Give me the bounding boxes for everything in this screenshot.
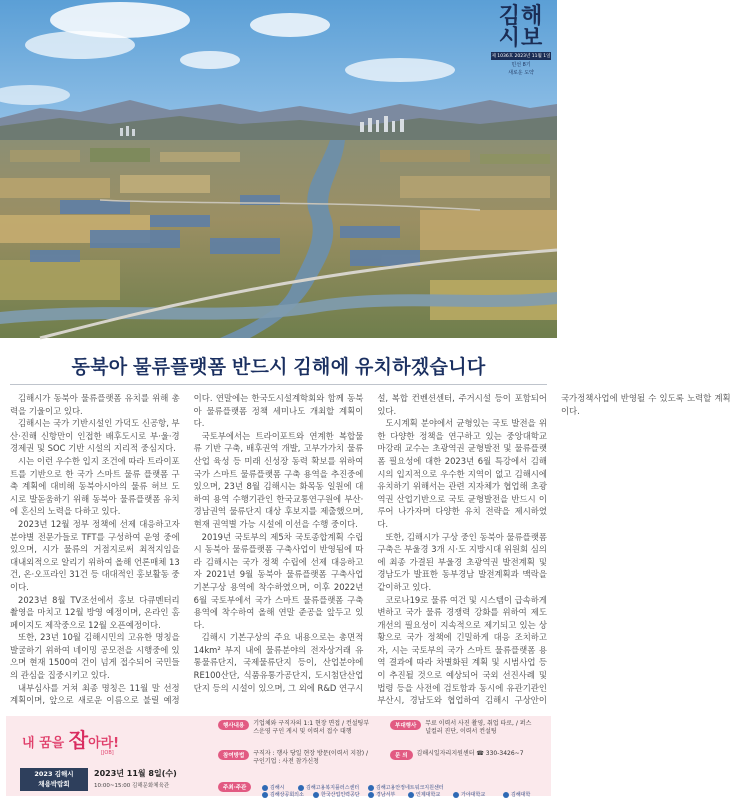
org-logo <box>298 784 359 791</box>
ad-row-inquiry <box>390 750 524 760</box>
article-paragraph: 또한, 김해시가 구상 중인 동북아 물류플랫폼 구축은 부울경 3개 시·도 지방시대 위원회 심의에 최종 가결된 부울경 초광역권 발전계획 및 경남도가 발표한 동부경남 발전계획과 맥락을 같이하고 있다. <box>377 531 547 592</box>
article-paragraph: 김해시가 동북아 물류플랫폼 유치를 위해 총력을 기울이고 있다. <box>10 393 180 416</box>
article-paragraph: 김해시 기본구상의 주요 내용으로는 총면적 14km² 부지 내에 물류분야의 전자상거래 유통물류단지, 국제물류단지 등이, 산업분야에 RE100산단, 식품유통가공단지, 도시첨단산업단지 등의 시설이 있으며, 그 외에 R&D 연구시설, 복합 컨벤션센터, 주거시설 등이 포함되어 있다. <box>193 393 547 693</box>
org-name: 한국산업인력공단 <box>321 792 360 798</box>
org-logo <box>262 791 304 798</box>
masthead <box>491 6 551 76</box>
ad-row-side-event <box>390 720 535 736</box>
org-name: 김해고용안정네트워크지원센터 <box>376 785 444 791</box>
ad-time-place: 10:00~15:00 김해문화체육관 <box>94 783 170 789</box>
article-paragraph: 2023년 12월 정부 정책에 선제 대응하고자 분야별 전문가들로 TFT를 구성하여 운영 중에 있으며, 시가 물류의 거점지로써 최적지임을 대내외적으로 알리기 위하여 올해 언론매체 13건, 온·오프라인 31건 등 대대적인 홍보활동 중이다. <box>10 518 180 592</box>
ad-event-line2: 채용박람회 <box>38 780 70 788</box>
article-paragraph: 2019년 국토부의 제5차 국토종합계획 수립 시 동북아 물류플랫폼 구축사업이 반영됨에 따라 김해시는 국가 정책 수립에 선제 대응하고자 2021년 9월 동북아 물류플랫폼 구축사업 기본구상 용역에 착수하였으며, 이후 2022년 6월 국토부에서 국가 스마트 물류플랫폼 구축 용역에 착수하여 올해 연말 준공을 앞두고 있다. <box>193 531 364 630</box>
org-logo <box>368 784 444 791</box>
ad-date: 2023년 11월 8일(수) <box>94 769 177 778</box>
ad-host-organizations <box>218 778 548 798</box>
article-paragraph: 김해시는 국가 기반시설인 가덕도 신공항, 부산·진해 신항만이 인접한 배후도시로 부·울·경 경제권 및 SOC 기반 시설의 지리적 중심지다. <box>10 418 180 454</box>
ad-slogan-big: 잡 <box>68 728 89 752</box>
org-name: 김해상공회의소 <box>270 792 304 798</box>
job-fair-advertisement <box>6 716 551 796</box>
org-logo <box>262 784 285 791</box>
org-name: 가야대학교 <box>461 792 486 798</box>
article-paragraph: 시는 이런 우수한 입지 조건에 따라 트라이포트를 기반으로 한 국가 스마트 물류 플랫폼 구축 계획에 대비해 동북아시아의 물류 허브 도시로 발돋움하기 위해 동북아 물류플랫폼 유치에 혼신의 노력을 다하고 있다. <box>10 455 180 517</box>
ad-job-tag: [JOB] <box>101 750 114 756</box>
article-paragraph: 코로나19로 물류 여건 및 시스템이 급속하게 변하고 국가 물류 경쟁력 강화를 위하여 제도 개선의 필요성이 지속적으로 제기되고 있는 상황으로 국가 정책에 긴밀하게 대응 조치하고자, 시는 국토부의 국가 스마트 물류플랫폼 용역 결과에 따라 차별화된 계획 및 시범사업 등이 추진될 것으로 예상되어 국외 선진사례 및 법령 등을 사전에 검토함과 동시에 유관기관인 부산시, 경남도와 협업하여 김해시 구상안이 국가정책사업에 반영될 수 있도록 노력할 계획이다. <box>377 393 731 706</box>
org-mark-icon <box>408 792 414 798</box>
ad-row-participation <box>218 750 373 766</box>
ad-slogan <box>22 724 119 753</box>
org-logo <box>313 791 360 798</box>
masthead-slogan-line1: 민선 8기 <box>511 62 531 68</box>
org-name: 김해시 <box>270 785 285 791</box>
org-mark-icon <box>368 792 374 798</box>
org-logo <box>368 791 395 798</box>
org-name: 경남서부 <box>376 792 396 798</box>
article-paragraph: 또한, 23년 10월 김해시민의 고유한 명칭을 발굴하기 위하여 네이밍 공모전을 시행중에 있으며 현재 1500여 건이 넘게 접수되어 국민들의 관심을 집중시키고 있다. <box>10 632 180 681</box>
article-paragraph: 2023년 8월 TV조선에서 홍보 다큐멘터리 촬영을 마치고 12월 방영 예정이며, 온라인 홈페이지도 제작중으로 12월 오픈예정이다. <box>10 594 180 630</box>
ad-row-label: 행사내용 <box>218 720 249 730</box>
org-logo <box>453 791 485 798</box>
org-mark-icon <box>503 792 509 798</box>
article-body <box>10 392 731 710</box>
ad-row-label: 부대행사 <box>390 720 421 730</box>
ad-slogan-post: 아라! <box>88 736 120 751</box>
article-paragraph: 내부심사를 거쳐 최종 명칭은 11월 말 선정계획이며, 앞으로 새로운 이름으로 불릴 예정이다. 연말에는 한국도시설계학회와 함께 동북아 물류플랫폼 정책 세미나도 개최할 계획이다. <box>10 393 364 706</box>
ad-left-panel <box>6 716 177 796</box>
org-name: 인제대학교 <box>416 792 441 798</box>
ad-row-text: 무료 이력서 사진 촬영, 취업 타로, / 퍼스널컬러 진단, 이력서 컨설팅 <box>425 720 532 735</box>
ad-row-content <box>218 720 373 736</box>
org-name: 김해대학 <box>511 792 531 798</box>
org-mark-icon <box>298 785 304 791</box>
org-mark-icon <box>262 785 268 791</box>
ad-host-label: 주최·주관 <box>218 782 251 792</box>
org-mark-icon <box>313 792 319 798</box>
org-mark-icon <box>262 792 268 798</box>
article-paragraph: 국토부에서는 트라이포트와 연계한 복합물류 기반 구축, 배후권역 개발, 고부가가치 물류산업 육성 등 미래 신성장 동력 확보를 위하여 국가 스마트 물류플랫폼 구축 용역을 추진중에 있으며, 23년 8월 김해시는 화목동 일원에 대하여 용역 수행기관인 한국교통연구원에 부산·경남권역 물류단지 대상 후보지를 제출했으며, 현재 권역별 가능 시설에 이선을 수행 중이다. <box>193 430 364 529</box>
ad-row-text: 김해시일자리지원센터 ☎ 330-3426~7 <box>416 750 524 757</box>
ad-row-label: 참여방법 <box>218 750 249 760</box>
headline: 동북아 물류플랫폼 반드시 김해에 유치하겠습니다 <box>71 357 486 378</box>
ad-row-text: 기업체와 구직자의 1:1 현장 면접 / 컨설팅부스운영 구인 게시 및 이력서 접수 대행 <box>253 720 370 735</box>
org-name: 김해고용복지플러스센터 <box>306 785 360 791</box>
masthead-title-line1: 김해 <box>498 4 544 29</box>
aerial-photo <box>0 0 557 338</box>
masthead-title-line2: 시보 <box>498 26 544 51</box>
article-paragraph: 도시계획 분야에서 균형있는 국토 발전을 위한 다양한 정책을 연구하고 있는 중앙대학교 마강래 교수는 초광역권 균형발전 및 물류플랫폼 필요성에 대한 2023년 6월 특강에서 김해시의 입지적으로 우수한 지역이 없고 김해시에 유치하기 위해서는 관련 지자체가 협업해 초광역권 산업기반으로 국토 균형발전을 반드시 이루어 나가자며 다양한 유치 전략을 제시하였다. <box>377 418 547 529</box>
org-logo <box>408 791 440 798</box>
org-mark-icon <box>453 792 459 798</box>
ad-row-label: 문 의 <box>390 750 413 760</box>
ad-event-box <box>20 768 88 791</box>
ad-row-text: 구직자 : 행사 당일 현장 방문(이력서 지참) / 구인기업 : 사전 참가신청 <box>253 750 369 765</box>
ad-event-line1: 2023 김해시 <box>34 770 74 778</box>
masthead-slogan-line2: 새로운 도약 <box>508 70 534 76</box>
masthead-issue: 제 1036호 2023년 11월 1일 <box>491 54 551 59</box>
ad-slogan-pre: 내 꿈을 <box>22 736 69 751</box>
headline-divider <box>10 384 547 385</box>
org-logo <box>503 791 530 798</box>
org-mark-icon <box>368 785 374 791</box>
